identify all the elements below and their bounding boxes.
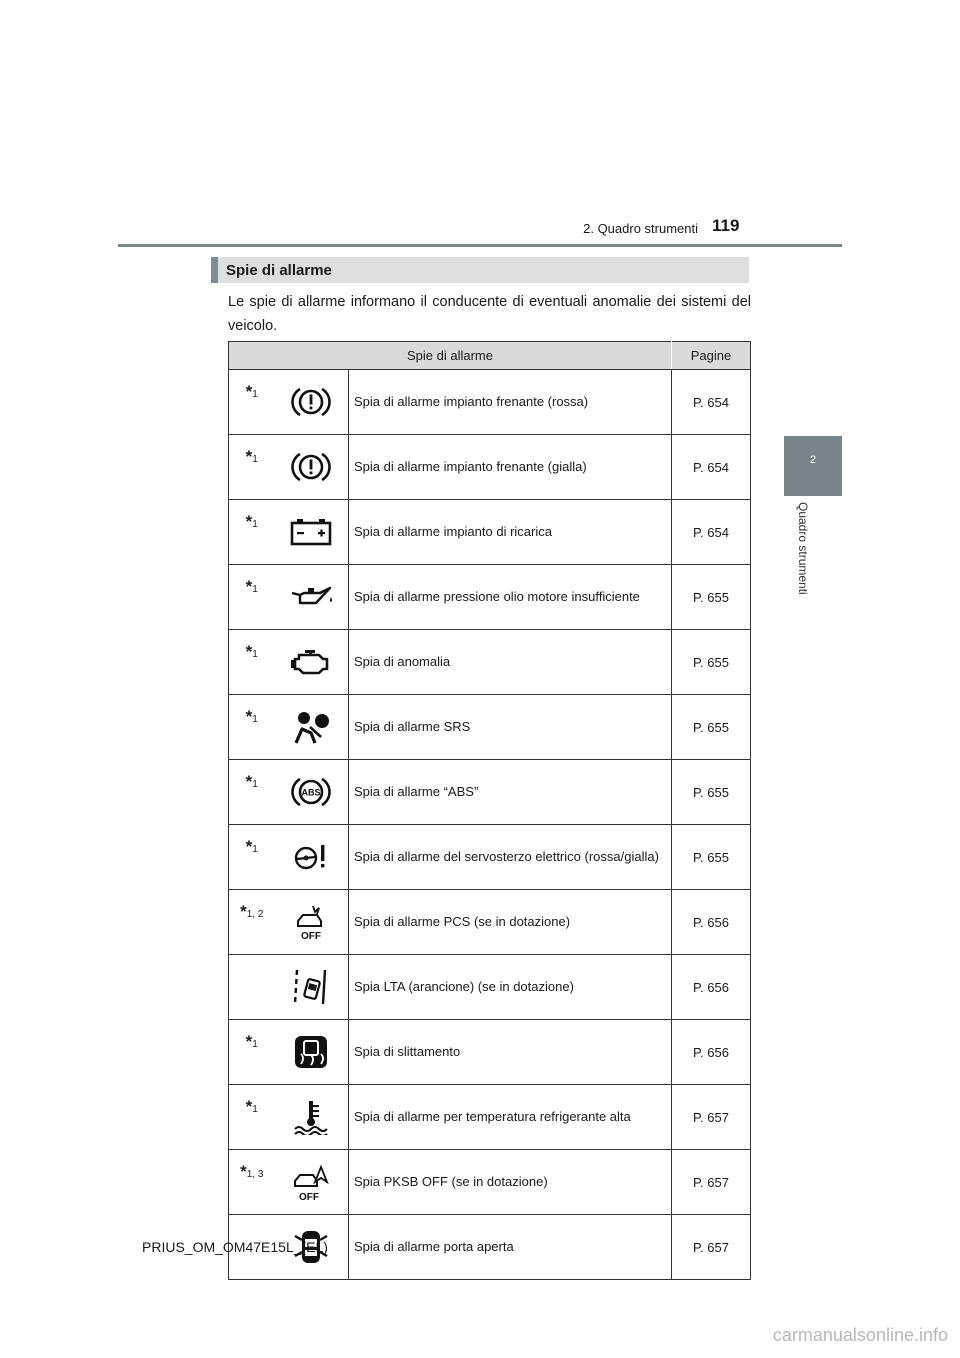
page-reference: P. 657 <box>672 1215 751 1280</box>
footnote-star: * <box>245 707 253 726</box>
table-row <box>229 500 751 565</box>
warning-light-name: Spia di allarme impianto di ricarica <box>349 500 672 565</box>
brake-warning-yellow-icon <box>275 435 349 500</box>
warning-light-name: Spia PKSB OFF (se in dotazione) <box>349 1150 672 1215</box>
footnote-number: 1 <box>252 519 258 530</box>
page-number: 119 <box>712 216 740 235</box>
footnote-number: 1 <box>252 779 258 790</box>
battery-charging-icon <box>275 500 349 565</box>
footnote-number: 1 <box>252 584 258 595</box>
oil-pressure-icon <box>275 565 349 630</box>
intro-paragraph: Le spie di allarme informano il conducente di eventuali anomalie dei sistemi del veicolo. <box>228 294 751 334</box>
page-reference: P. 657 <box>672 1150 751 1215</box>
chapter-side-tab <box>784 436 842 496</box>
footnote-marker <box>229 1020 275 1085</box>
footnote-number: 1 <box>252 454 258 465</box>
footnote-marker <box>229 760 275 825</box>
footnote-star: * <box>245 382 253 401</box>
slip-indicator-icon <box>275 1020 349 1085</box>
warning-light-name: Spia di allarme pressione olio motore insufficiente <box>349 565 672 630</box>
page-reference: P. 656 <box>672 890 751 955</box>
table-header-row <box>229 342 751 370</box>
lta-icon <box>275 955 349 1020</box>
footnote-star: * <box>245 772 253 791</box>
footnote-marker <box>229 955 275 1020</box>
page-reference: P. 655 <box>672 695 751 760</box>
warning-light-name: Spia di allarme porta aperta <box>349 1215 672 1280</box>
warning-light-name: Spia di allarme SRS <box>349 695 672 760</box>
footnote-marker <box>229 500 275 565</box>
warning-light-name: Spia di allarme per temperatura refrigerante alta <box>349 1085 672 1150</box>
warning-lights-table <box>228 341 751 1280</box>
warning-light-name: Spia di allarme “ABS” <box>349 760 672 825</box>
warning-light-name: Spia LTA (arancione) (se in dotazione) <box>349 955 672 1020</box>
footnote-star: * <box>245 447 253 466</box>
warning-light-name: Spia di allarme PCS (se in dotazione) <box>349 890 672 955</box>
page-reference: P. 655 <box>672 825 751 890</box>
table-row <box>229 1020 751 1085</box>
footnote-star: * <box>245 1032 253 1051</box>
warning-light-name: Spia di anomalia <box>349 630 672 695</box>
abs-icon <box>275 760 349 825</box>
chapter-side-label: Quadro strumenti <box>796 502 810 595</box>
footnote-marker <box>229 1150 275 1215</box>
svg-text:ABS: ABS <box>301 787 321 798</box>
footnote-number: 1, 2 <box>246 909 264 920</box>
warning-light-name: Spia di allarme del servosterzo elettrico (rossa/gialla) <box>349 825 672 890</box>
chapter-title: 2. Quadro strumenti <box>583 221 698 236</box>
page-reference: P. 656 <box>672 955 751 1020</box>
table-row <box>229 1085 751 1150</box>
footnote-marker <box>229 630 275 695</box>
footnote-number: 1 <box>252 389 258 400</box>
table-row <box>229 630 751 695</box>
footnote-number: 1 <box>252 844 258 855</box>
warning-light-name: Spia di allarme impianto frenante (rossa) <box>349 370 672 435</box>
table-row <box>229 955 751 1020</box>
page-reference: P. 657 <box>672 1085 751 1150</box>
table-row <box>229 825 751 890</box>
pksb-off-label: OFF <box>299 1192 320 1202</box>
warning-light-name: Spia di allarme impianto frenante (gialla) <box>349 435 672 500</box>
page-reference: P. 655 <box>672 565 751 630</box>
table-row <box>229 760 751 825</box>
chapter-side-label-wrap <box>796 502 810 612</box>
pksb-off-icon <box>275 1150 349 1215</box>
page-reference: P. 654 <box>672 435 751 500</box>
footnote-marker <box>229 890 275 955</box>
srs-airbag-icon <box>275 695 349 760</box>
pcs-off-label: OFF <box>301 931 322 942</box>
page-reference: P. 655 <box>672 760 751 825</box>
footnote-number: 1 <box>252 1039 258 1050</box>
column-header-lights: Spie di allarme <box>229 342 672 370</box>
footnote-star: * <box>245 837 253 856</box>
section-title: Spie di allarme <box>226 262 332 279</box>
column-header-pages: Pagine <box>672 342 751 370</box>
footnote-number: 1 <box>252 1104 258 1115</box>
footnote-marker <box>229 695 275 760</box>
footnote-marker <box>229 1085 275 1150</box>
footnote-marker <box>229 370 275 435</box>
document-code: PRIUS_OM_OM47E15L_(EL) <box>142 1239 328 1255</box>
footnote-marker <box>229 565 275 630</box>
power-steering-icon <box>275 825 349 890</box>
page-reference: P. 654 <box>672 500 751 565</box>
footnote-star: * <box>245 512 253 531</box>
footnote-marker <box>229 825 275 890</box>
table-row <box>229 890 751 955</box>
pcs-off-icon <box>275 890 349 955</box>
table-row <box>229 435 751 500</box>
footnote-star: * <box>240 1162 247 1181</box>
footnote-star: * <box>245 577 253 596</box>
page-reference: P. 654 <box>672 370 751 435</box>
coolant-temp-icon <box>275 1085 349 1150</box>
footnote-star: * <box>245 642 253 661</box>
page-reference: P. 655 <box>672 630 751 695</box>
watermark: carmanualsonline.info <box>772 1325 948 1345</box>
warning-light-name: Spia di slittamento <box>349 1020 672 1085</box>
table-row <box>229 1150 751 1215</box>
header-rule <box>118 244 842 247</box>
page-reference: P. 656 <box>672 1020 751 1085</box>
footnote-number: 1 <box>252 714 258 725</box>
footnote-number: 1, 3 <box>246 1169 264 1180</box>
table-row <box>229 565 751 630</box>
table-row <box>229 370 751 435</box>
table-row <box>229 695 751 760</box>
chapter-tab-number: 2 <box>809 454 817 466</box>
footnote-number: 1 <box>252 649 258 660</box>
brake-warning-red-icon <box>275 370 349 435</box>
footnote-marker <box>229 435 275 500</box>
check-engine-icon <box>275 630 349 695</box>
footnote-star: * <box>240 902 247 921</box>
footnote-star: * <box>245 1097 253 1116</box>
